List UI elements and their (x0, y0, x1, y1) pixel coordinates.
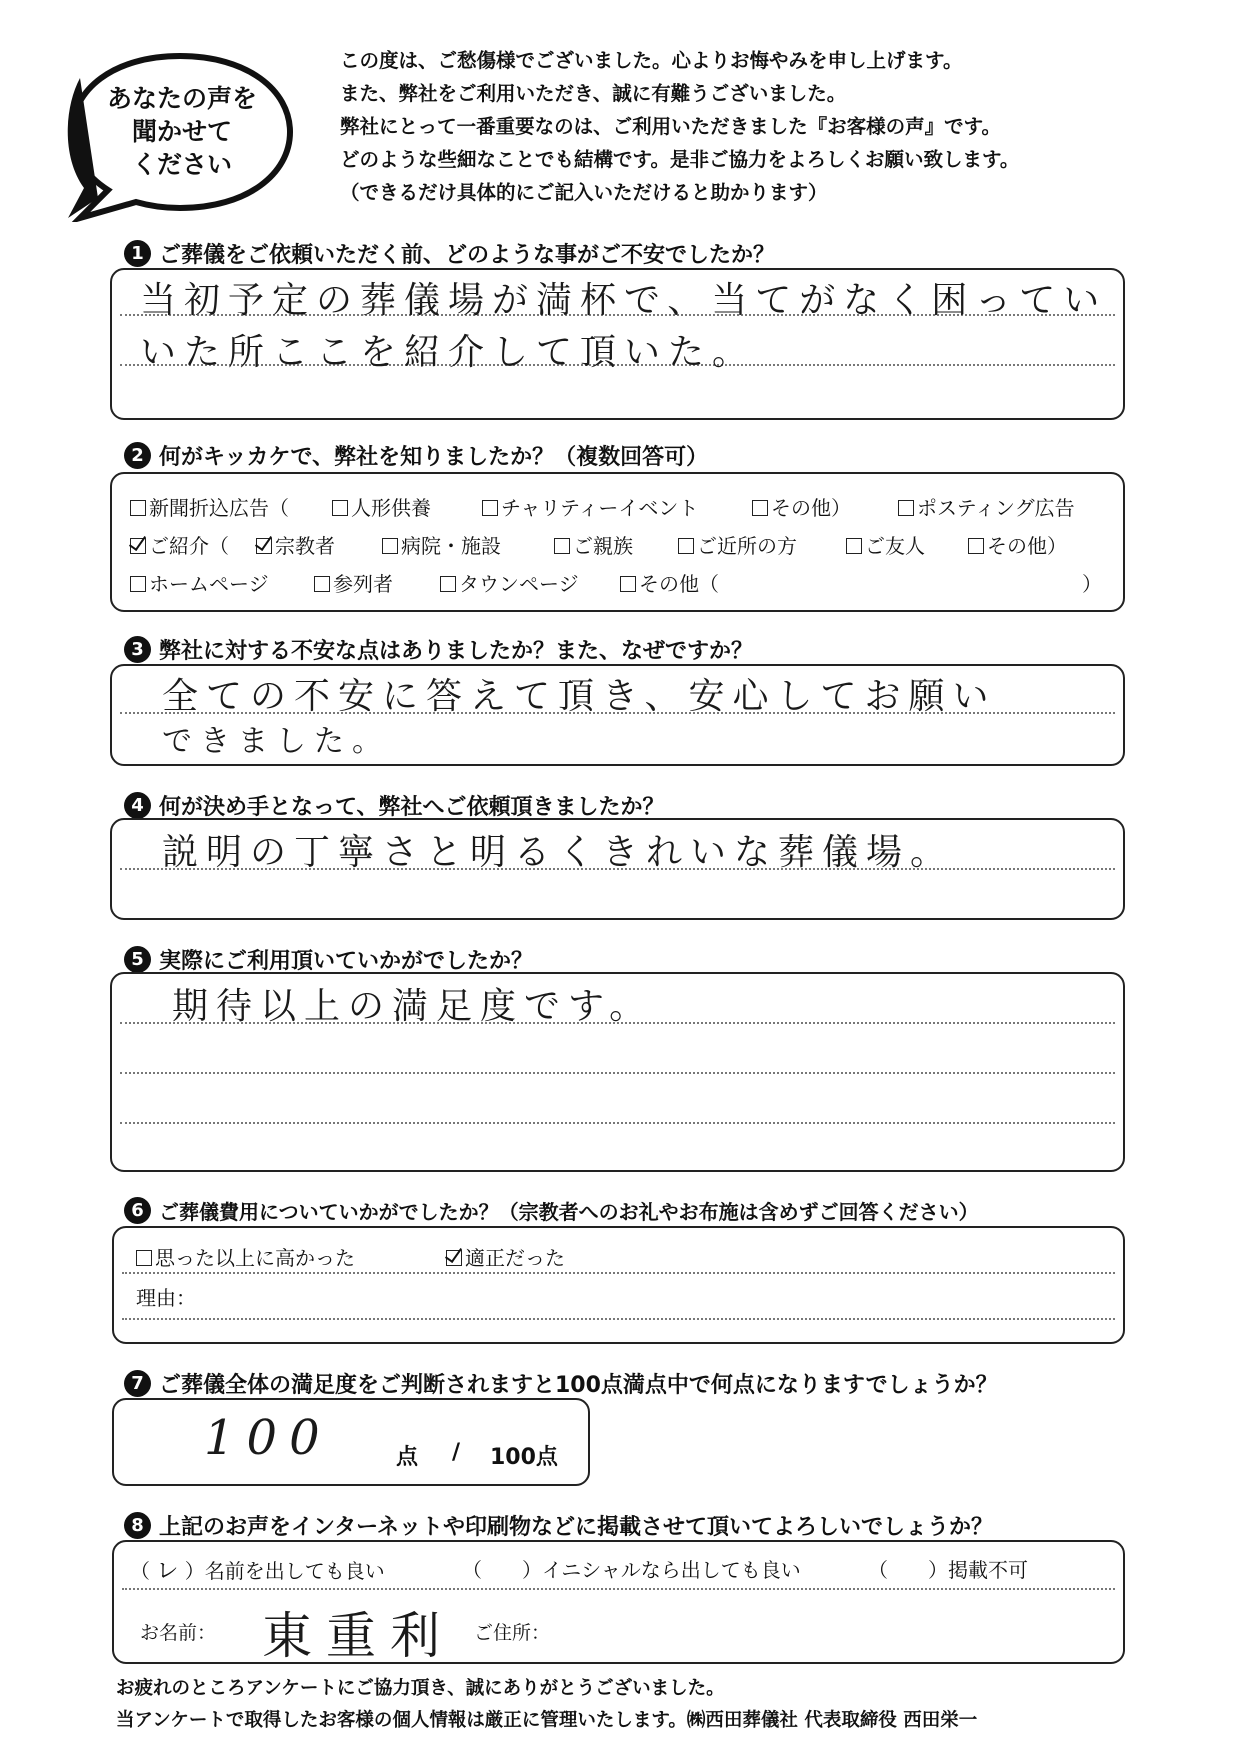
checkbox-icon (130, 576, 146, 592)
option-neighbors[interactable]: ご近所の方 (678, 530, 797, 559)
checkbox-icon (620, 576, 636, 592)
checkbox-icon (130, 500, 146, 516)
answer-3-line-1: 全ての不安に答えて頂き、安心してお願い (162, 676, 997, 717)
option-other-3-close: ） (1082, 572, 1102, 596)
checkbox-checked-icon (130, 538, 146, 554)
option-hospital[interactable]: 病院・施設 (382, 530, 501, 559)
option-relatives[interactable]: ご親族 (554, 530, 633, 559)
score-value: 100 (204, 1410, 332, 1466)
score-unit: 点 (396, 1445, 419, 1470)
option-charity-event[interactable]: チャリティーイベント (482, 492, 698, 521)
option-posting[interactable]: ポスティング広告 (898, 492, 1075, 521)
answer-3-line-2: できました。 (162, 724, 390, 759)
option-friends[interactable]: ご友人 (846, 530, 925, 559)
checkbox-icon (482, 500, 498, 516)
question-8-heading: 8 上記のお声をインターネットや印刷物などに掲載させて頂いてよろしいでしょうか？ (124, 1510, 993, 1541)
question-3-heading: 3 弊社に対する不安な点はありましたか？また、なぜですか？ (124, 634, 753, 665)
option-initial-ok[interactable]: （ ）イニシャルなら出しても良い (462, 1558, 801, 1582)
option-other-2[interactable]: その他） (968, 530, 1067, 559)
reason-label: 理由： (136, 1286, 196, 1310)
checkbox-icon (968, 538, 984, 554)
name-label: お名前： (140, 1622, 217, 1644)
question-2-heading: 2 何がキッカケで、弊社を知りましたか？（複数回答可） (124, 440, 708, 471)
option-religious[interactable]: 宗教者 (256, 530, 335, 559)
checkbox-checked-icon (256, 538, 272, 554)
checkbox-icon (898, 500, 914, 516)
option-other-3[interactable]: その他（ (620, 568, 719, 597)
answer-1-line-1: 当初予定の葬儀場が満杯で、当てがなく困ってい (140, 280, 1108, 321)
question-5-heading: 5 実際にご利用頂いていかがでしたか？ (124, 944, 533, 975)
name-value: 東重利 (262, 1607, 454, 1665)
answer-5-line-1: 期待以上の満足度です。 (172, 986, 654, 1027)
score-box[interactable] (112, 1398, 590, 1486)
question-7-heading: 7 ご葬儀全体の満足度をご判断されますと100点満点中で何点になりますでしょうか？ (124, 1368, 998, 1399)
option-attendee[interactable]: 参列者 (314, 568, 393, 597)
checkbox-checked-icon (446, 1250, 462, 1266)
option-not-allowed[interactable]: （ ）掲載不可 (868, 1558, 1028, 1582)
answer-box-3[interactable] (110, 664, 1125, 766)
option-townpage[interactable]: タウンページ (440, 568, 579, 597)
answer-1-line-2: いた所ここを紹介して頂いた。 (140, 332, 757, 373)
answer-box-1[interactable] (110, 268, 1125, 420)
checkbox-icon (554, 538, 570, 554)
intro-text: この度は、ご愁傷様でございました。心よりお悔やみを申し上げます。 また、弊社をご利用いただき、誠に有難うございました。 弊社にとって一番重要なのは、ご利用いただきました『お客様の声』です。 どのような些細なことでも結構です。是非ご協力をよろしくお願い致します。 （できるだけ具体的にご記入いただけると助かります） (340, 49, 1020, 204)
option-referral[interactable]: ご紹介（ (130, 530, 229, 559)
checkbox-icon (314, 576, 330, 592)
option-reasonable[interactable]: 適正だった (446, 1242, 565, 1271)
answer-box-5[interactable] (110, 972, 1125, 1172)
option-name-ok-mark: レ (156, 1559, 179, 1584)
checkbox-icon (332, 500, 348, 516)
score-slash: / (452, 1440, 461, 1465)
checkbox-icon (752, 500, 768, 516)
checkbox-icon (846, 538, 862, 554)
checkbox-icon (678, 538, 694, 554)
footer-thanks: お疲れのところアンケートにご協力頂き、誠にありがとうございました。 (116, 1678, 725, 1699)
bubble-title: あなたの声を 聞かせて ください (106, 84, 257, 179)
checkbox-icon (136, 1250, 152, 1266)
address-label: ご住所： (474, 1622, 551, 1644)
question-6-heading: 6 ご葬儀費用についていかがでしたか？（宗教者へのお礼やお布施は含めずご回答ください） (124, 1196, 979, 1225)
option-doll-memorial[interactable]: 人形供養 (332, 492, 431, 521)
answer-4-line-1: 説明の丁寧さと明るくきれいな葬儀場。 (162, 832, 955, 873)
question-4-heading: 4 何が決め手となって、弊社へご依頼頂きましたか？ (124, 790, 665, 821)
footer-privacy: 当アンケートで取得したお客様の個人情報は厳正に管理いたします。㈱西田葬儀社 代表取締役 西田栄一 (116, 1710, 978, 1731)
option-other-1[interactable]: その他） (752, 492, 851, 521)
option-too-expensive[interactable]: 思った以上に高かった (136, 1242, 355, 1271)
answer-box-4[interactable] (110, 818, 1125, 920)
score-max: 100点 (490, 1445, 558, 1470)
question-1-heading: 1 ご葬儀をご依頼いただく前、どのような事がご不安でしたか？ (124, 238, 775, 269)
option-homepage[interactable]: ホームページ (130, 568, 269, 597)
option-name-ok[interactable]: （ レ ）名前を出しても良い (130, 1559, 385, 1584)
checkbox-icon (382, 538, 398, 554)
checkbox-icon (440, 576, 456, 592)
option-newspaper[interactable]: 新聞折込広告（ (130, 492, 289, 521)
